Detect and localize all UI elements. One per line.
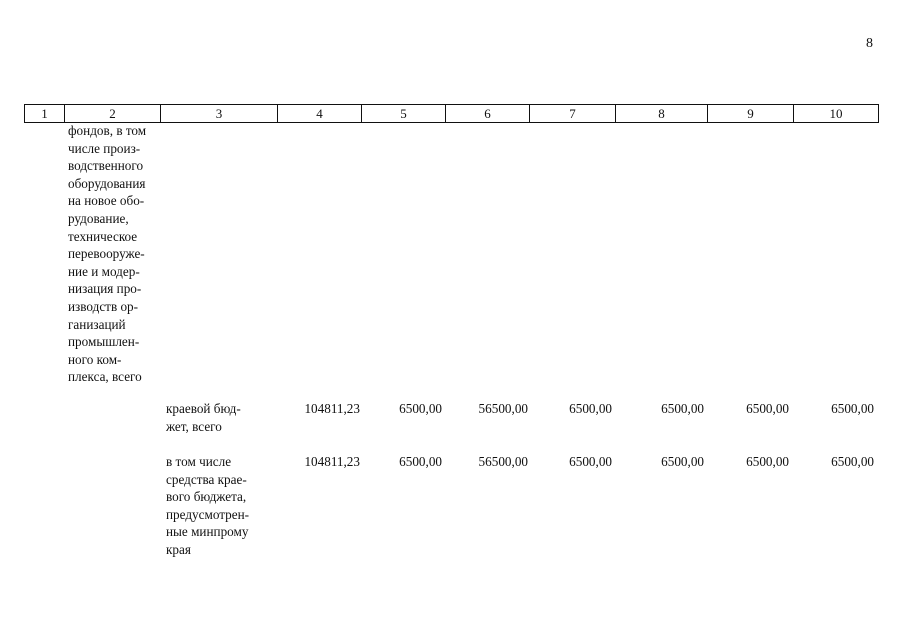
text-line: на новое обо- bbox=[68, 193, 145, 209]
header-col-4: 4 bbox=[278, 105, 362, 123]
text-line: в том числе bbox=[166, 454, 232, 469]
header-col-1: 1 bbox=[25, 105, 65, 123]
row-2-col-7: 6500,00 bbox=[569, 454, 612, 469]
header-col-2: 2 bbox=[65, 105, 161, 123]
text-line: жет, всего bbox=[166, 418, 222, 434]
row-1-label bbox=[166, 400, 272, 435]
row-1-col-5: 6500,00 bbox=[399, 401, 442, 416]
text-line: предусмотрен- bbox=[166, 506, 250, 522]
text-line: водственного bbox=[68, 158, 144, 174]
text-line: вого бюджета, bbox=[166, 489, 247, 505]
text-line: промышлен- bbox=[68, 334, 140, 350]
text-line: техническое bbox=[68, 228, 138, 244]
text-line: краевой бюд- bbox=[166, 401, 241, 416]
header-col-10: 10 bbox=[794, 105, 879, 123]
text-line: низация про- bbox=[68, 281, 142, 297]
row-2-col-4: 104811,23 bbox=[304, 454, 360, 469]
row-2-label bbox=[166, 453, 272, 559]
row-1-col-10: 6500,00 bbox=[831, 401, 874, 416]
row-1-col-8: 6500,00 bbox=[661, 401, 704, 416]
row-1-col-6: 56500,00 bbox=[478, 401, 528, 416]
text-line: плекса, всего bbox=[68, 369, 142, 385]
text-line: средства крае- bbox=[166, 471, 247, 487]
row-2-col-8: 6500,00 bbox=[661, 454, 704, 469]
row-1-col-7: 6500,00 bbox=[569, 401, 612, 416]
text-line: перевооруже- bbox=[68, 246, 145, 262]
header-col-6: 6 bbox=[446, 105, 530, 123]
row-1-col-9: 6500,00 bbox=[746, 401, 789, 416]
header-col-9: 9 bbox=[708, 105, 794, 123]
text-line: края bbox=[166, 541, 191, 557]
text-line: ганизаций bbox=[68, 316, 126, 332]
text-line: ние и модер- bbox=[68, 263, 140, 279]
row-2-col-5: 6500,00 bbox=[399, 454, 442, 469]
page-number: 8 bbox=[866, 36, 873, 51]
header-col-7: 7 bbox=[530, 105, 616, 123]
row-2-col-6: 56500,00 bbox=[478, 454, 528, 469]
row-2-col-10: 6500,00 bbox=[831, 454, 874, 469]
indicator-name-continuation bbox=[68, 122, 158, 386]
column-number-header bbox=[24, 104, 879, 123]
text-line: изводств ор- bbox=[68, 298, 139, 314]
header-col-3: 3 bbox=[161, 105, 278, 123]
text-line: рудование, bbox=[68, 210, 129, 226]
row-1-col-4: 104811,23 bbox=[304, 401, 360, 416]
text-line: ного ком- bbox=[68, 351, 122, 367]
header-col-8: 8 bbox=[616, 105, 708, 123]
row-2-col-9: 6500,00 bbox=[746, 454, 789, 469]
text-line: ные минпрому bbox=[166, 524, 249, 540]
text-line: оборудования bbox=[68, 175, 146, 191]
text-line: фондов, в том bbox=[68, 123, 147, 138]
header-col-5: 5 bbox=[362, 105, 446, 123]
text-line: числе произ- bbox=[68, 140, 141, 156]
